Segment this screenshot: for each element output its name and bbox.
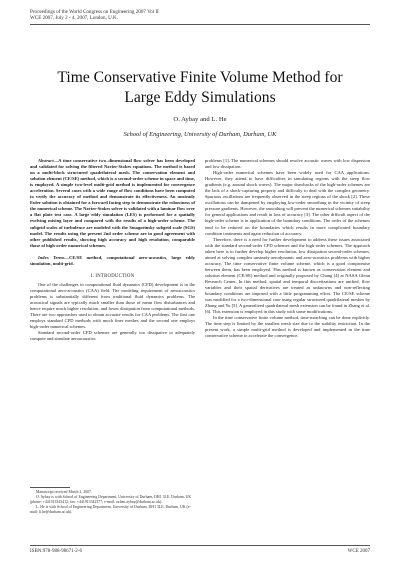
abstract-lead: Abstract (38, 158, 54, 163)
index-terms (30, 255, 195, 267)
right-column (205, 158, 370, 339)
authors: O. Aybay and L. He (173, 116, 227, 123)
left-column (30, 158, 195, 342)
footnote-author-2: L. He is with School of Engineering Department, University of Durham, DH1 3LE, Durham, UK (e-mail: li.he@durham.ac.uk). (30, 504, 191, 514)
body-paragraph-3: Therefore, there is a need for further development to address these issues associated with the standard second-order CFD schemes and the high-order schemes. The approach taken here is to further develop higher resolution, low dissipation second-order schemes, aimed at solving complex unsteady aerodynamic and aero-acoustics problems with higher accuracy. The time conservative finite volume scheme, which is a good compromise between them, has been employed. This method is known as conservation element and solution element (CE/SE) method and originally proposed by Chang [4] at NASA Glenn Research Center. In this method, spatial and temporal discretizations are unified, flow variables and their spatial derivatives are treated as unknowns and non-reflecting boundary conditions are imposed with a little programming effort. The CE/SE scheme was modified for a two-dimensional case using regular structured quadrilateral meshes by Zhang and Yu [5]. A generalized quadrilateral mesh extension can be found in Zhang et al. [6]. This extension is employed in this study with some modifications. (205, 236, 370, 315)
title-line-2: Large Eddy Simulations (124, 89, 276, 106)
footer-isbn: ISBN:978-988-98671-2-6 (30, 549, 82, 554)
title-line-1: Time Conservative Finite Volume Method for (57, 69, 343, 86)
footnote-author-1: O. Aybay is with School of Engineering Department, University of Durham, DH1 3LE, Durham, UK (phone: +441913343412; fax: +441913342377; e-mail: ozlem.aybay@durham.ac.uk). (30, 494, 192, 504)
proceedings-line-2: WCE 2007, July 2 - 4, 2007, London, U.K. (30, 15, 119, 22)
index-terms-lead: Index Terms (38, 254, 65, 260)
intro-paragraph-1: One of the challenges in computational fluid dynamics (CFD) development is in the computational aero-acoustics (CAA) field. The modeling requirement of aeroacoustics problems is substantially different from traditional fluid dynamics problems. The acoustical signals are typically much smaller than those of mean flow disturbances and hence require much higher resolution, and lower dissipation from computational methods. There are two approaches used to obtain accurate results for CAA problems. The first one employs standard CFD methods with much finer meshes and the second one employs high-order numerical schemes. (30, 281, 195, 330)
abstract-text: —A time conservative two–dimensional flow solver has been developed and validated for solving the filtered Navier-Stokes equations. The method is based on a multi-block structured quadrilateral mesh. The conservation element and solution element (CE/SE) method, which is a second-order scheme in space and time, is employed. A simple two-level multi-grid method is implemented for convergence acceleration. Several cases with a wide range of flow conditions have been computed to verify the accuracy of method and demonstrate its effectiveness. An unsteady Euler solution is obtained for a forward facing step to demonstrate the robustness of the numerical scheme. The Navier-Stokes solver is validated with a laminar flow over a flat plate test case. A large eddy simulation (LES) is performed for a spatially evolving mixing layer and compared with the results of a high-order scheme. The subgrid scales of turbulence are modeled with the Smagorinsky subgrid scale (SGS) model. The results using the present 2nd order scheme are in good agreement with other published results, showing high accuracy and high resolution, comparable those of high-order numerical schemes. (30, 158, 195, 248)
proceedings-header (30, 9, 280, 21)
footer-wce: WCE 2007 (347, 549, 370, 554)
index-terms-text: —CE/SE method, computational aero-acoustics, large eddy simulation, multi-grid. (30, 254, 195, 266)
footnotes (30, 487, 195, 515)
footer-rule (30, 545, 370, 546)
section-heading-introduction: I. INTRODUCTION (90, 273, 135, 279)
body-paragraph-4: In the time conservative finite volume method, time-marching can be done explicitly. The time step is limited by the smallest mesh size due to the stability restriction. In the present work, a simple multi-grid method is developed and implemented in the time conservative scheme to accelerate the convergence. (205, 315, 370, 339)
proceedings-line-1: Proceedings of the World Congress on Engineering 2007 Vol II (30, 9, 159, 15)
footnote-manuscript: Manuscript received March 2, 2007. (36, 490, 92, 494)
body-paragraph-1: problems [1]. The numerical schemes should resolve acoustic waves with low dispersion and low dissipation. (205, 158, 370, 170)
abstract (30, 158, 195, 249)
affiliation: School of Engineering, University of Durham, Durham, UK (123, 131, 277, 138)
paper-title (40, 68, 360, 108)
header-rule (30, 24, 370, 25)
intro-paragraph-2: Standard second-order CFD schemes are generally too dissipative to adequately compute and simulate aeroacoustics (30, 330, 195, 342)
footnote-rule (30, 487, 70, 488)
body-paragraph-2: High-order numerical schemes have been widely used for CAA applications. However, they attend to have difficulties in simulating regions with the steep flow gradients (e.g. around shock waves). The major drawbacks of the high-order schemes are the lack of a shock-capturing property and difficulty to deal with the complex geometry. Spurious oscillations are frequently observed in the steep regions of the shock [2]. These oscillations can be dampened by employing low-order smoothing in the vicinity of steep pressure gradients. However, the smoothing will prevent the numerical schemes suitability for general applications and result in loss of accuracy [3]. The other difficult aspect of the high-order scheme is in application of the boundary conditions. The order of the schemes tend to be reduced on the boundaries which results in more complicated boundary condition treatments and again reduction of accuracy. (205, 170, 370, 236)
